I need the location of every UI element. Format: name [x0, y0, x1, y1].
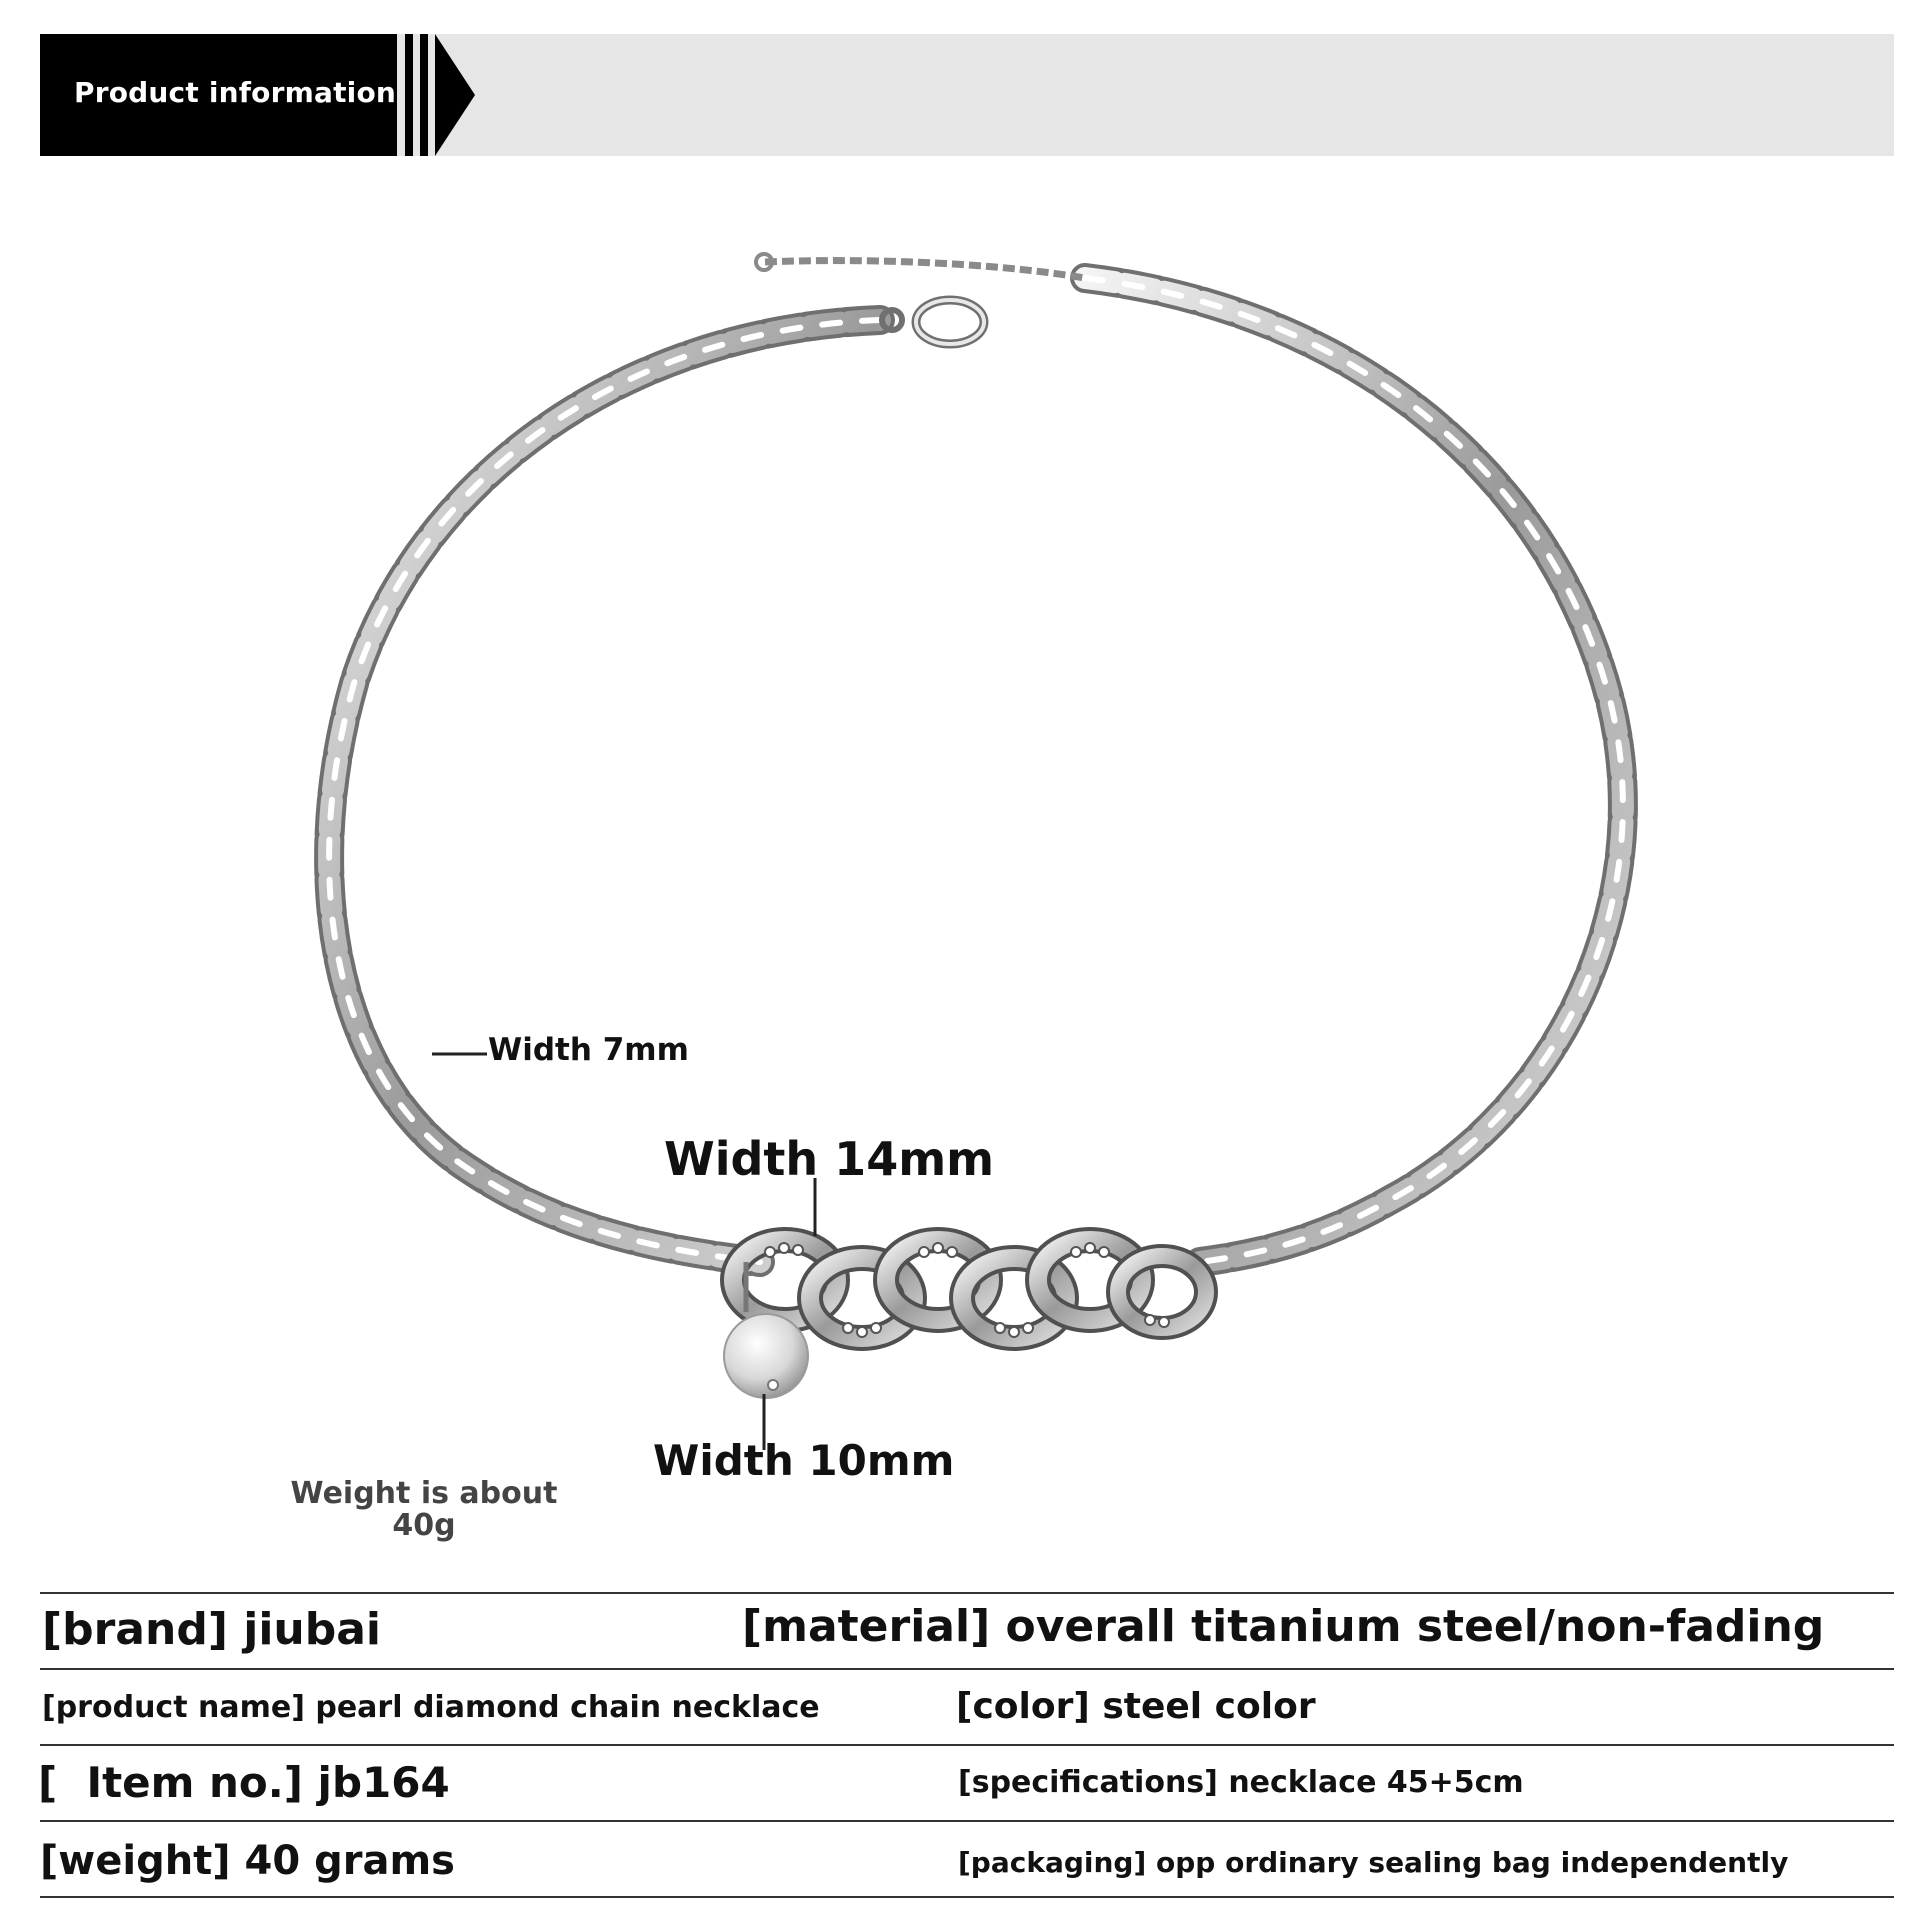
- chain-width-label: Width 7mm: [488, 1032, 689, 1068]
- table-rule: [40, 1744, 1894, 1746]
- link-width-label: Width 14mm: [664, 1132, 995, 1186]
- table-rule-top: [40, 1592, 1894, 1594]
- extender-chain: [765, 261, 1085, 278]
- diamond-links: [733, 1240, 1206, 1338]
- weight-note-line2: 40g: [392, 1508, 456, 1543]
- weight-note: [288, 1478, 560, 1542]
- spec-color: [color] steel color: [956, 1686, 1316, 1727]
- spec-item-no: [ Item no.] jb164: [38, 1758, 450, 1807]
- table-rule: [40, 1820, 1894, 1822]
- table-rule: [40, 1668, 1894, 1670]
- header-title: Product information: [74, 76, 397, 109]
- spec-brand: [brand] jiubai: [42, 1604, 382, 1655]
- spec-specifications: [specifications] necklace 45+5cm: [958, 1765, 1524, 1800]
- spec-packaging: [packaging] opp ordinary sealing bag independently: [958, 1846, 1789, 1879]
- spec-product-name: [product name] pearl diamond chain necklace: [42, 1690, 820, 1725]
- weight-note-line1: Weight is about: [290, 1476, 558, 1511]
- lobster-clasp: [882, 300, 984, 344]
- spec-weight: [weight] 40 grams: [40, 1838, 455, 1884]
- necklace-chain: [329, 278, 1623, 1262]
- pearl-width-label: Width 10mm: [653, 1436, 955, 1485]
- table-rule-bottom: [40, 1896, 1894, 1898]
- spec-material: [material] overall titanium steel/non-fading: [742, 1601, 1825, 1652]
